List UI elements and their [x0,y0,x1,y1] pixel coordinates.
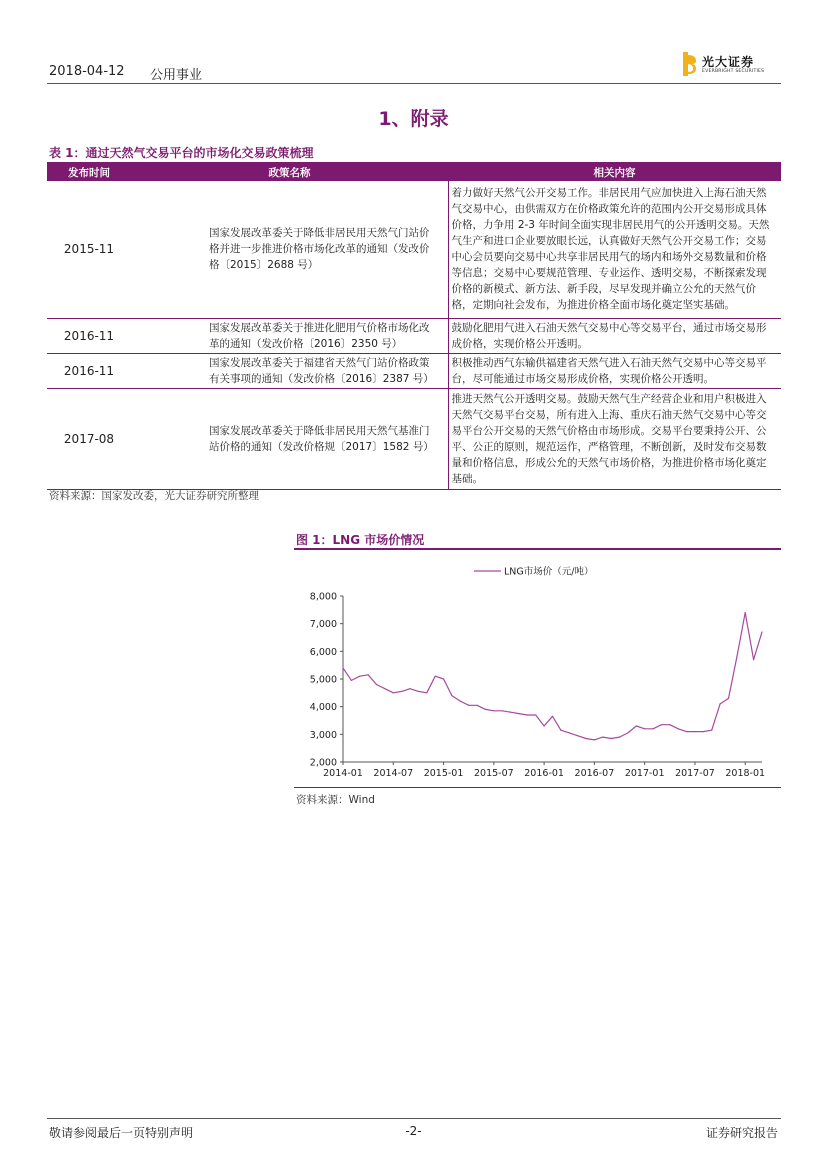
data-point [627,732,628,733]
row-policy-name: 国家发展改革委关于降低非居民用天然气基准门站价格的通知（发改价格规〔2017〕1582 号） [131,388,448,489]
row-date: 2015-11 [47,181,131,318]
data-point [611,738,612,739]
data-point [753,659,754,660]
data-point [602,737,603,738]
column-header-policy: 政策名称 [131,164,448,181]
figure-source: 资料来源：Wind [296,794,375,806]
data-point [619,737,620,738]
data-point [393,692,394,693]
data-point [544,725,545,726]
data-point [418,691,419,692]
data-point [653,728,654,729]
data-point [443,678,444,679]
table-row [47,353,781,388]
lng-price-line [343,613,762,740]
x-tick-label: 2017-01 [624,768,665,779]
data-point [451,695,452,696]
x-tick-label: 2014-01 [323,768,363,779]
logo-text-cn: 光大证券 [702,55,755,69]
data-point [669,724,670,725]
y-tick-label: 5,000 [309,674,337,686]
data-point [678,728,679,729]
data-point [359,676,360,677]
data-point [368,674,369,675]
data-point [745,612,746,613]
data-point [376,684,377,685]
header-sector: 公用事业 [150,68,203,83]
y-tick-label: 8,000 [309,591,337,603]
figure-title: 图 1：LNG 市场价情况 [296,533,425,547]
data-point [409,688,410,689]
data-point [761,631,762,632]
data-point [401,691,402,692]
x-tick-label: 2017-07 [675,768,715,779]
data-point [644,728,645,729]
data-point [569,732,570,733]
row-date: 2016-11 [47,353,131,388]
row-policy-name: 国家发展改革委关于降低非居民用天然气门站价格并进一步推进价格市场化改革的通知（发改价格〔2015〕2688 号） [131,181,448,318]
y-axis-ticks [310,592,343,769]
y-tick-label: 6,000 [309,646,337,658]
table-title: 表 1：通过天然气交易平台的市场化交易政策梳理 [49,146,314,160]
data-point [552,716,553,717]
data-point [485,709,486,710]
x-tick-label: 2018-01 [725,768,766,779]
chart-legend [474,566,593,578]
data-point [493,710,494,711]
data-point [435,676,436,677]
section-title: 1、附录 [378,108,449,130]
y-tick-label: 4,000 [309,702,337,714]
row-date: 2017-08 [47,388,131,489]
footer-report-type: 证券研究报告 [705,1126,778,1140]
y-tick-label: 7,000 [309,619,337,631]
data-point [686,731,687,732]
y-tick-label: 3,000 [309,729,337,741]
row-content: 鼓励化肥用气进入石油天然气交易中心等交易平台，通过市场交易形成价格，实现价格公开透明。 [448,318,781,353]
lng-price-chart [294,552,781,782]
x-axis-ticks [323,762,765,779]
data-point [460,701,461,702]
data-point [384,688,385,689]
logo-mark-icon [683,52,697,76]
data-point [502,710,503,711]
data-point [518,713,519,714]
figure-bottom-rule [294,787,781,788]
data-point [510,712,511,713]
column-header-date: 发布时间 [47,164,131,181]
x-tick-label: 2016-07 [574,768,615,779]
data-point [694,731,695,732]
data-point [527,714,528,715]
data-point [703,731,704,732]
row-content: 着力做好天然气公开交易工作。非居民用气应加快进入上海石油天然气交易中心，由供需双方在价格政策允许的范围内公开交易形成具体价格，力争用 2-3 年时间全面实现非居民用气的公开透明交易。天然气生产和进口企业要放眼长远，认真做好天然气公开交易工作；交易中心会员要向交易中心共享非居民用气的场内和场外交易数量和价格等信息；交易中心要规范管理、专业运作、透明交易，不断探索发现价格的新模式、新方法、新手段，尽早发现并确立公允的天然气价格，定期向社会发布，为推进价格全面市场化奠定坚实基础。 [448,181,781,318]
company-logo [683,52,783,80]
policy-table [47,164,781,490]
table-row [47,318,781,353]
data-point [351,680,352,681]
table-row [47,181,781,318]
row-content: 推进天然气公开透明交易。鼓励天然气生产经营企业和用户积极进入天然气交易平台交易，所有进入上海、重庆石油天然气交易中心等交易平台公开交易的天然气价格由市场形成。交易平台要秉持公开、公平、公正的原则，规范运作，严格管理，不断创新，及时发布交易数量和价格信息，形成公允的天然气市场价格，为推进价格市场化奠定基础。 [448,388,781,489]
legend-label: LNG市场价（元/吨） [504,566,594,578]
page-number: -2- [405,1124,422,1138]
column-header-content: 相关内容 [448,164,781,181]
footer-disclaimer: 敬请参阅最后一页特别声明 [49,1126,194,1140]
data-points [342,612,762,741]
table-source: 资料来源：国家发改委，光大证券研究所整理 [49,490,259,502]
data-point [594,739,595,740]
data-point [577,735,578,736]
data-point [711,730,712,731]
x-tick-label: 2015-01 [423,768,464,779]
x-tick-label: 2015-07 [473,768,514,779]
row-content: 积极推动西气东输供福建省天然气进入石油天然气交易中心等交易平台，尽可能通过市场交易形成价格，实现价格公开透明。 [448,353,781,388]
data-point [585,738,586,739]
x-tick-label: 2014-07 [373,768,414,779]
header-date: 2018-04-12 [49,64,125,79]
data-point [720,703,721,704]
data-point [736,656,737,657]
footer-divider [47,1118,781,1119]
header-divider [47,83,781,84]
data-point [535,714,536,715]
table-header-row [47,164,781,181]
figure-top-rule [294,548,781,550]
table-row [47,388,781,489]
data-point [468,705,469,706]
data-point [426,692,427,693]
data-point [477,705,478,706]
data-point [661,724,662,725]
row-policy-name: 国家发展改革委关于福建省天然气门站价格政策有关事项的通知（发改价格〔2016〕2387 号） [131,353,448,388]
logo-text-en: EVERBRIGHT SECURITIES [702,69,765,74]
data-point [342,667,343,668]
data-point [560,730,561,731]
data-point [728,698,729,699]
row-date: 2016-11 [47,318,131,353]
x-tick-label: 2016-01 [524,768,564,779]
row-policy-name: 国家发展改革委关于推进化肥用气价格市场化改革的通知（发改价格〔2016〕2350 号） [131,318,448,353]
y-tick-label: 2,000 [309,757,337,769]
data-point [636,725,637,726]
